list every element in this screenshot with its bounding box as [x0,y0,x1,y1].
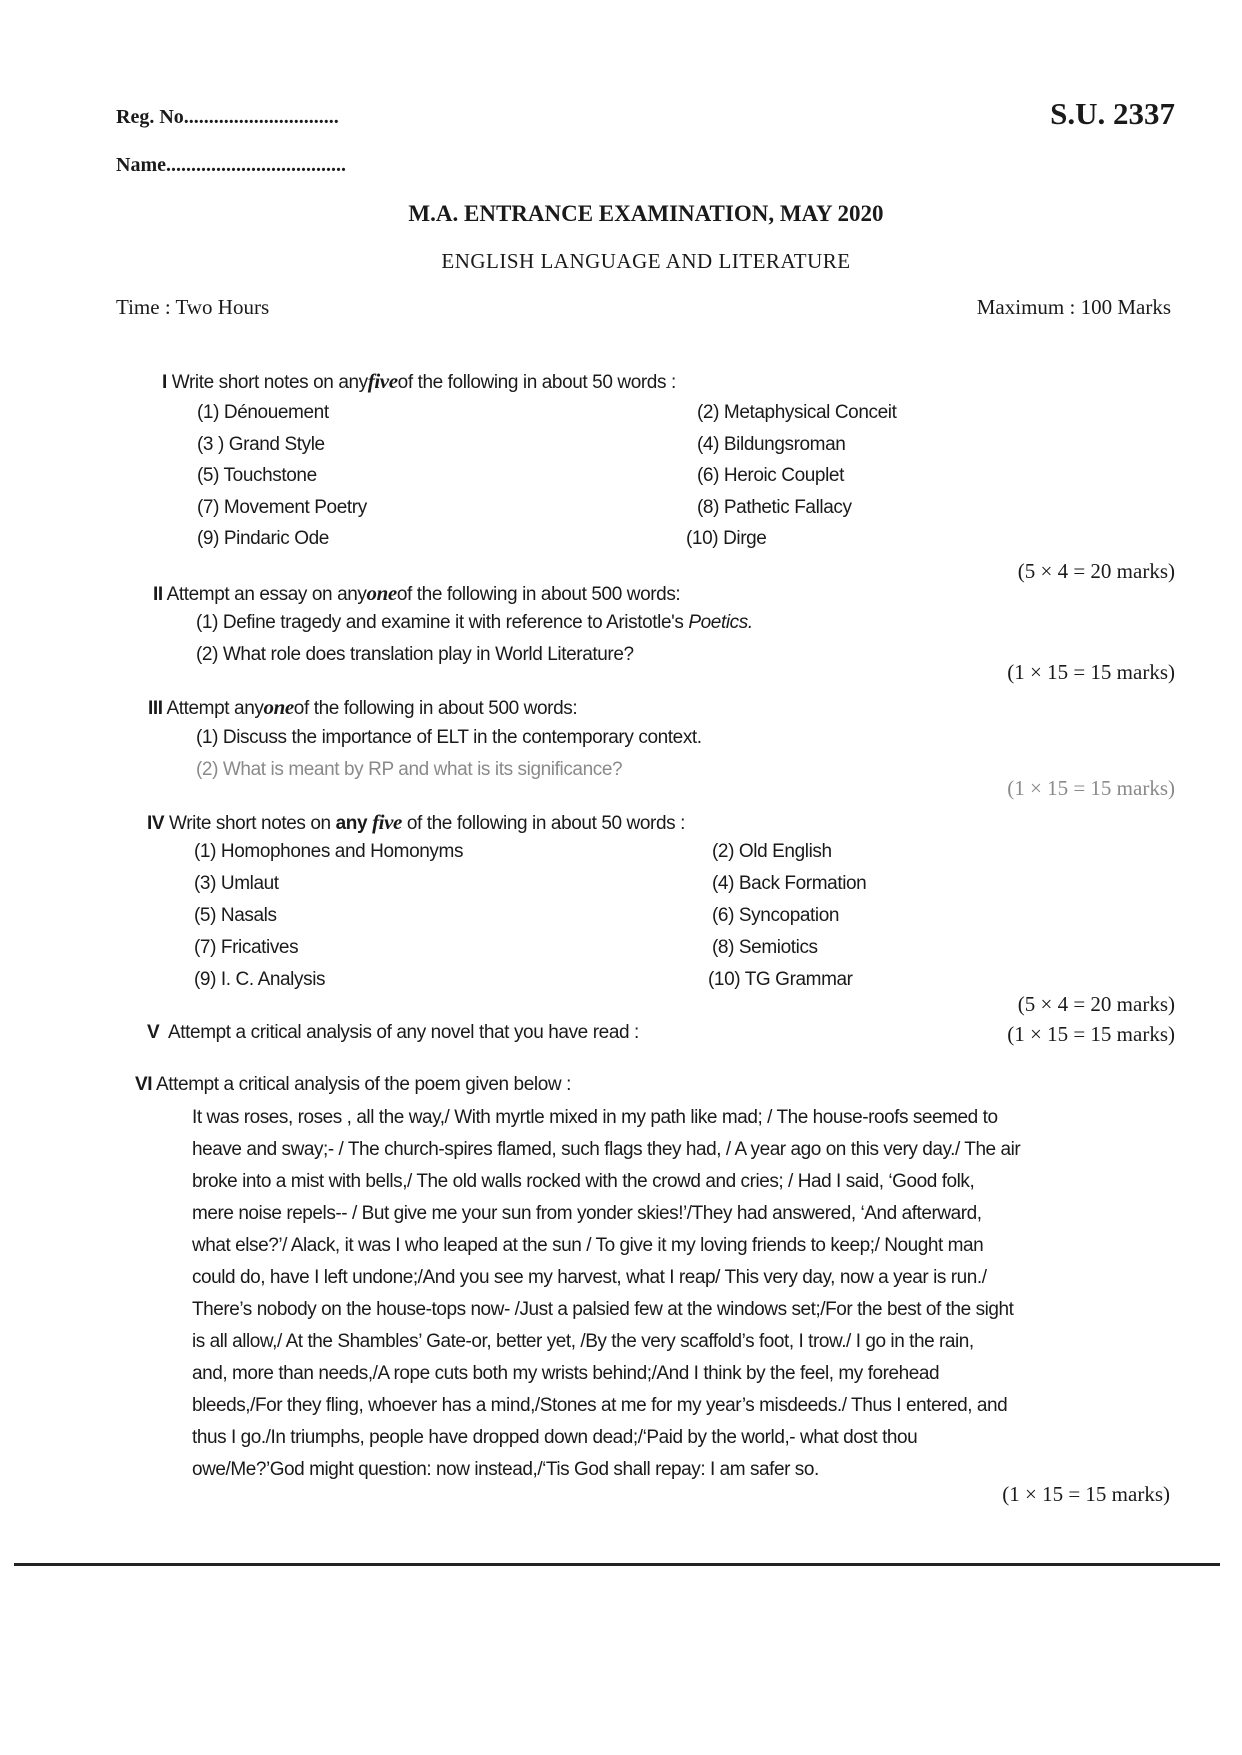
list-item: (8) Semiotics [712,937,818,958]
poem-line: bleeds,/For they fling, whoever has a mind,/Stones at me for my year’s misdeeds./ Thus I entered, and [192,1395,1008,1416]
instruction-text: of the following in about 50 words : [397,372,676,393]
instruction-text: of the following in about 500 words: [396,584,681,605]
list-item: (1) Discuss the importance of ELT in the contemporary context. [196,727,702,748]
emphasis: one [366,581,397,605]
instruction-text: Write short notes on any [171,372,368,393]
section-number: III [148,698,163,719]
poem-line: thus I go./In triumphs, people have dropped down dead;/‘Paid by the world,- what dost thou [192,1427,918,1448]
marks-label: (1 × 15 = 15 marks) [1007,660,1175,684]
instruction-text: Write short notes on [169,813,331,834]
list-item: (4) Back Formation [712,873,867,894]
instruction-text: Attempt a critical analysis of any novel that you have read : [168,1022,639,1043]
list-item: (5) Nasals [194,905,277,926]
exam-title: M.A. ENTRANCE EXAMINATION, MAY 2020 [408,201,884,226]
marks-label: (1 × 15 = 15 marks) [1007,1022,1175,1046]
item-text: (1) Define tragedy and examine it with reference to Aristotle's [196,612,689,633]
marks-label: (5 × 4 = 20 marks) [1017,992,1175,1016]
list-item: (6) Syncopation [712,905,840,926]
section-5-heading [147,1022,639,1044]
marks-label: (1 × 15 = 15 marks) [1007,776,1175,800]
poem-line: what else?’/ Alack, it was I who leaped at the sun / To give it my loving friends to keep;/ Nought man [192,1235,984,1256]
list-item: (3) Umlaut [194,873,279,894]
marks-label: (1 × 15 = 15 marks) [1002,1482,1170,1506]
instruction-text: of the following in about 500 words: [293,698,578,719]
poem-line: could do, have I left undone;/And you see my harvest, what I reap/ This very day, now a year is run./ [192,1267,987,1288]
poem-line: There’s nobody on the house-tops now- /Just a palsied few at the windows set;/For the best of the sight [192,1299,1014,1320]
list-item: (9) I. C. Analysis [194,969,326,990]
list-item [196,612,753,634]
poem-line: and, more than needs,/A rope cuts both my wrists behind;/And I think by the feel, my forehead [192,1363,940,1384]
section-1-heading [162,369,676,394]
list-item: (8) Pathetic Fallacy [697,497,852,518]
list-item: (7) Movement Poetry [197,497,367,518]
list-item: (3 ) Grand Style [197,434,325,455]
list-item: (5) Touchstone [197,465,317,486]
list-item: (10) Dirge [686,528,767,549]
bottom-divider [14,1563,1220,1566]
section-number: I [162,372,167,393]
poem-line: It was roses, roses , all the way,/ With myrtle mixed in my path like mad; / The house-roofs seemed to [192,1107,998,1128]
poem-line: mere noise repels-- / But give me your sun from yonder skies!’/They had answered, ‘And afterward, [192,1203,982,1224]
name-field: Name.................................... [116,154,346,176]
emphasis: five [372,810,402,834]
poem-line: owe/Me?’God might question: now instead,/‘Tis God shall repay: I am safer so. [192,1459,819,1480]
paper-code: S.U. 2337 [1050,96,1175,131]
section-3-heading [148,695,577,720]
section-2-heading [153,581,680,606]
section-number: V [147,1022,160,1043]
list-item: (10) TG Grammar [708,969,853,990]
emphasis: one [263,695,294,719]
italic-title: Poetics. [688,612,753,633]
exam-subtitle: ENGLISH LANGUAGE AND LITERATURE [441,249,851,273]
section-number: VI [135,1074,153,1095]
instruction-text: of the following in about 50 words : [406,813,685,834]
list-item: (2) Old English [712,841,832,862]
instruction-text: Attempt an essay on any [166,584,367,605]
emphasis: five [367,369,398,393]
marks-label: (5 × 4 = 20 marks) [1017,559,1175,583]
instruction-text: Attempt any [166,698,264,719]
section-number: IV [147,813,165,834]
reg-no-field: Reg. No............................... [116,106,339,128]
list-item: (6) Heroic Couplet [697,465,844,486]
poem-line: broke into a mist with bells,/ The old walls rocked with the crowd and cries; / Had I said, ‘Good folk, [192,1171,975,1192]
list-item: (9) Pindaric Ode [197,528,329,549]
poem-line: heave and sway;- / The church-spires flamed, such flags they had, / A year ago on this very day./ The air [192,1139,1021,1160]
list-item: (1) Dénouement [197,402,329,423]
list-item: (2) What is meant by RP and what is its significance? [196,759,623,780]
list-item: (1) Homophones and Homonyms [194,841,464,862]
maximum-marks: Maximum : 100 Marks [976,295,1171,319]
section-number: II [153,584,163,605]
emphasis: any [335,813,368,834]
time-label: Time : Two Hours [116,295,270,319]
list-item: (7) Fricatives [194,937,299,958]
section-4-heading [147,810,685,835]
section-6-heading [135,1074,571,1096]
poem-line: is all allow,/ At the Shambles’ Gate-or, better yet, /By the very scaffold’s foot, I trow./ I go in the rain, [192,1331,974,1352]
list-item: (2) Metaphysical Conceit [697,402,897,423]
instruction-text: Attempt a critical analysis of the poem given below : [156,1074,571,1095]
list-item: (4) Bildungsroman [697,434,846,455]
list-item: (2) What role does translation play in World Literature? [196,644,634,665]
